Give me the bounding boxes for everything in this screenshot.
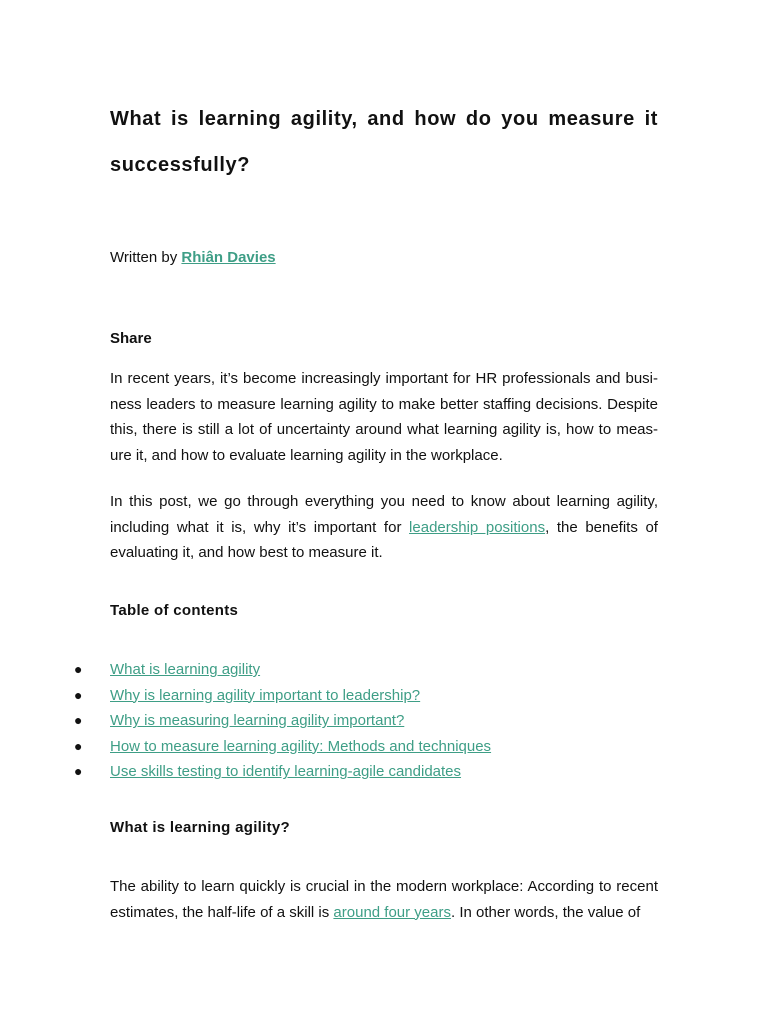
overview-paragraph	[110, 489, 658, 566]
section-text-start: The ability to learn quickly is crucial in the modern workplace: According to recent estimates, the half-life of a skill is	[110, 878, 658, 921]
toc-item	[74, 708, 491, 734]
toc-item	[74, 759, 491, 785]
toc-link-what-is[interactable]: What is learning agility	[110, 661, 261, 678]
intro-paragraph: In recent years, it’s become increasingly important for HR professionals and busi-ness leaders to measure learning agility to make better staffing decisions. Despite this, there is still a lot of uncertainty around what learning agility is, how to meas-ure it, and how to evaluate learning agility in the workplace.	[110, 370, 658, 464]
bullet-icon: ●	[74, 661, 83, 677]
overview-text-start: In this post, we go through everything you need to know about learning agility, including what it is, why it’s important for	[110, 493, 658, 536]
title-line-1: What is learning agility, and how do you measure it	[110, 108, 658, 130]
overview-text-end: , the benefits of evaluating it, and how best to measure it.	[110, 518, 658, 561]
toc-item	[74, 734, 492, 760]
section-heading: What is learning agility?	[110, 819, 291, 836]
bullet-icon: ●	[74, 763, 83, 780]
toc-item	[74, 683, 491, 709]
section-paragraph	[110, 874, 658, 925]
toc-item	[74, 657, 491, 683]
bullet-icon: ●	[74, 712, 83, 729]
share-label: Share	[110, 330, 152, 347]
leadership-positions-link[interactable]: leadership positions	[409, 518, 546, 536]
section-text-end: . In other words, the value of	[451, 903, 641, 921]
byline-prefix: Written by	[110, 249, 182, 266]
toc-link-why-measure[interactable]: Why is measuring learning agility important?	[110, 712, 405, 730]
toc-link-skills-testing[interactable]: Use skills testing to identify learning-agile candidates	[110, 763, 462, 781]
bullet-icon: ●	[74, 686, 83, 703]
title-line-2: successfully?	[110, 154, 251, 176]
page-title	[110, 96, 658, 188]
bullet-icon: ●	[74, 737, 83, 754]
toc-link-methods[interactable]: How to measure learning agility: Methods and techniques	[110, 737, 492, 755]
toc-link-leadership[interactable]: Why is learning agility important to leadership?	[110, 686, 421, 704]
table-of-contents	[74, 657, 492, 785]
toc-title: Table of contents	[110, 602, 239, 619]
four-years-link[interactable]: around four years	[333, 903, 451, 921]
byline	[110, 247, 276, 269]
author-link[interactable]: Rhiân Davies	[181, 249, 276, 266]
